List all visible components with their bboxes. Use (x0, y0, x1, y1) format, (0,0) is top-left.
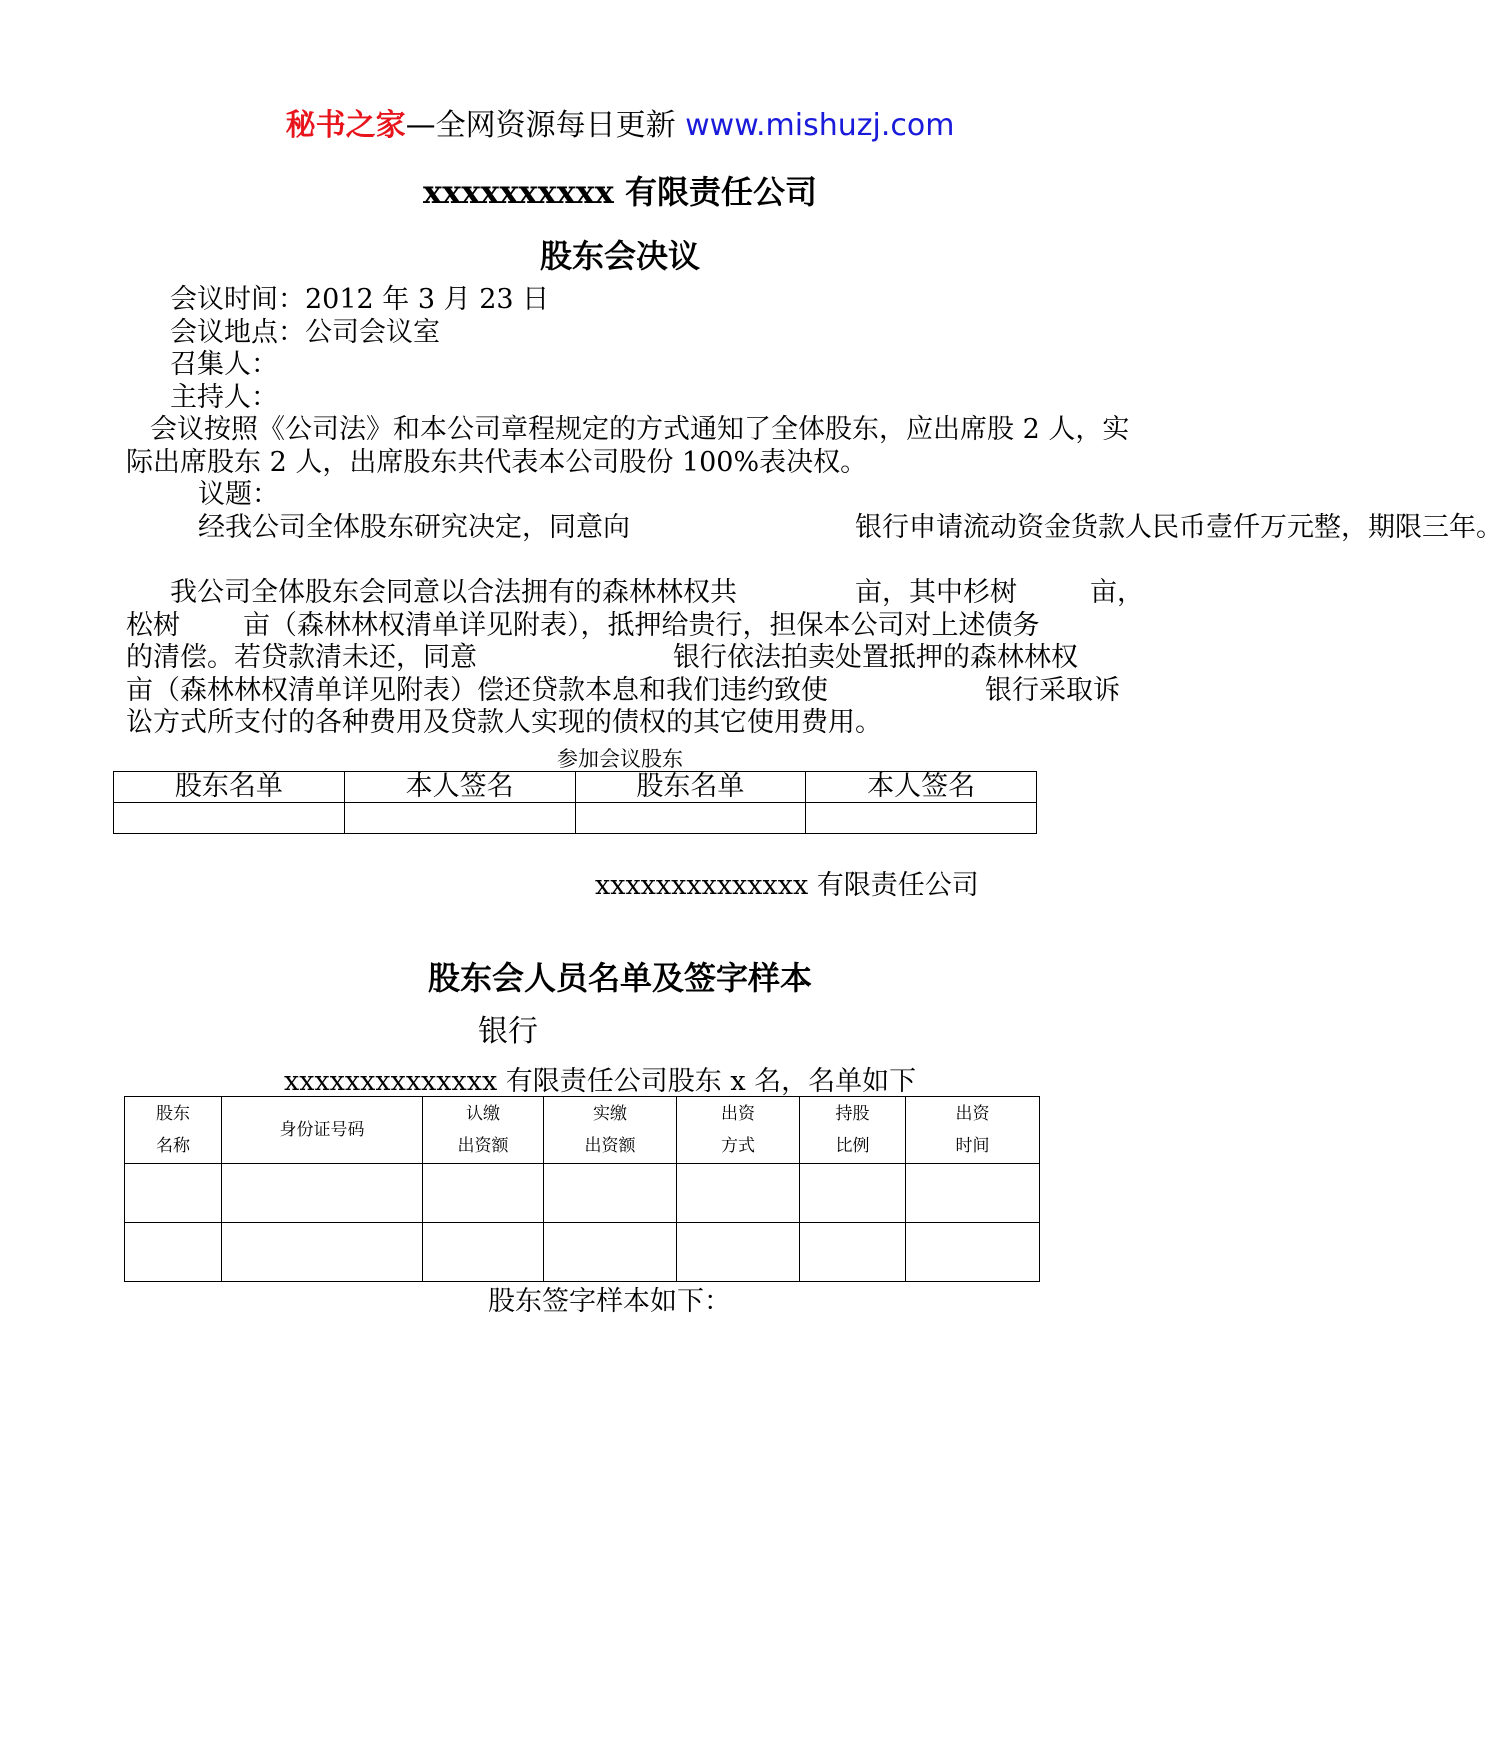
pledge-line-4b: 银行采取诉 (985, 675, 1120, 706)
header-shareholder-name: 股东 名称 (125, 1097, 222, 1164)
table-row (125, 1164, 1040, 1223)
header-paid-capital: 实缴 出资额 (544, 1097, 677, 1164)
resolution-title: 股东会决议 (539, 237, 700, 275)
signature-cell[interactable] (575, 803, 806, 834)
meeting-time: 会议时间：2012 年 3 月 23 日 (170, 284, 550, 315)
banner-brand: 秘书之家 (285, 108, 406, 143)
table-cell[interactable] (800, 1223, 906, 1282)
banner-tagline: —全网资源每日更新 (405, 108, 676, 143)
pledge-line-4a: 亩（森林林权清单详见附表）偿还贷款本息和我们违约致使 (126, 675, 828, 706)
table-header-row (114, 772, 1037, 803)
pledge-line-3a: 的清偿。若贷款清未还，同意 (126, 642, 477, 673)
table-cell[interactable] (222, 1164, 423, 1223)
table-cell[interactable] (125, 1223, 222, 1282)
table-cell[interactable] (906, 1223, 1040, 1282)
agenda-line-1a: 经我公司全体股东研究决定，同意向 (198, 512, 630, 543)
signature-cell[interactable] (114, 803, 345, 834)
pledge-line-1b: 亩，其中杉树 (855, 577, 1017, 608)
table-cell[interactable] (906, 1164, 1040, 1223)
table-cell[interactable] (125, 1164, 222, 1223)
signature-cell[interactable] (344, 803, 575, 834)
company-title: xxxxxxxxxx 有限责任公司 (423, 173, 817, 211)
pledge-line-1a: 我公司全体股东会同意以合法拥有的森林林权共 (170, 577, 737, 608)
table-cell[interactable] (800, 1164, 906, 1223)
signature-company: xxxxxxxxxxxxxx 有限责任公司 (595, 870, 979, 901)
header-contribution-time: 出资 时间 (906, 1097, 1040, 1164)
table-cell[interactable] (423, 1223, 544, 1282)
table-cell[interactable] (544, 1223, 677, 1282)
header-contribution-method: 出资 方式 (677, 1097, 800, 1164)
site-banner (0, 100, 1240, 144)
agenda-label: 议题： (198, 479, 279, 510)
pledge-line-1c: 亩， (1090, 577, 1144, 608)
signature-cell[interactable] (806, 803, 1037, 834)
attendees-caption: 参加会议股东 (557, 747, 683, 771)
table-cell[interactable] (677, 1164, 800, 1223)
host: 主持人： (170, 382, 278, 413)
header-shareholder-list: 股东名单 (114, 772, 345, 803)
paragraph-notice: 会议按照《公司法》和本公司章程规定的方式通知了全体股东，应出席股 2 人，实际出席股东 2 人，出席股东共代表本公司股份 100%表决权。 (126, 414, 1130, 478)
roster-title: 股东会人员名单及签字样本 (427, 959, 812, 997)
table-row (114, 803, 1037, 834)
table-cell[interactable] (222, 1223, 423, 1282)
table-cell[interactable] (544, 1164, 677, 1223)
pledge-line-5: 讼方式所支付的各种费用及贷款人实现的债权的其它使用费用。 (126, 707, 882, 738)
agenda-line-1b: 银行申请流动资金货款人民币壹仟万元整，期限三年。 (855, 512, 1503, 543)
table-cell[interactable] (677, 1223, 800, 1282)
table-row (125, 1223, 1040, 1282)
attendee-signature-table (113, 771, 1037, 834)
header-signature: 本人签名 (806, 772, 1037, 803)
pledge-line-2a: 松树 (126, 610, 180, 641)
bank-line: 银行 (478, 1014, 538, 1049)
header-signature: 本人签名 (344, 772, 575, 803)
shareholder-roster-table (124, 1096, 1040, 1282)
roster-intro: xxxxxxxxxxxxxx 有限责任公司股东 x 名，名单如下 (284, 1066, 917, 1097)
meeting-place: 会议地点：公司会议室 (170, 317, 440, 348)
table-header-row (125, 1097, 1040, 1164)
pledge-line-3b: 银行依法拍卖处置抵押的森林林权 (673, 642, 1078, 673)
header-subscribed-capital: 认缴 出资额 (423, 1097, 544, 1164)
header-id-number: 身份证号码 (222, 1097, 423, 1164)
table-cell[interactable] (423, 1164, 544, 1223)
pledge-line-2b: 亩（森林林权清单详见附表），抵押给贵行，担保本公司对上述债务 (243, 610, 1040, 641)
signature-sample-label: 股东签字样本如下： (488, 1286, 731, 1317)
convener: 召集人： (170, 349, 278, 380)
header-shareholding-ratio: 持股 比例 (800, 1097, 906, 1164)
header-shareholder-list: 股东名单 (575, 772, 806, 803)
banner-url[interactable]: www.mishuzj.com (685, 108, 955, 143)
